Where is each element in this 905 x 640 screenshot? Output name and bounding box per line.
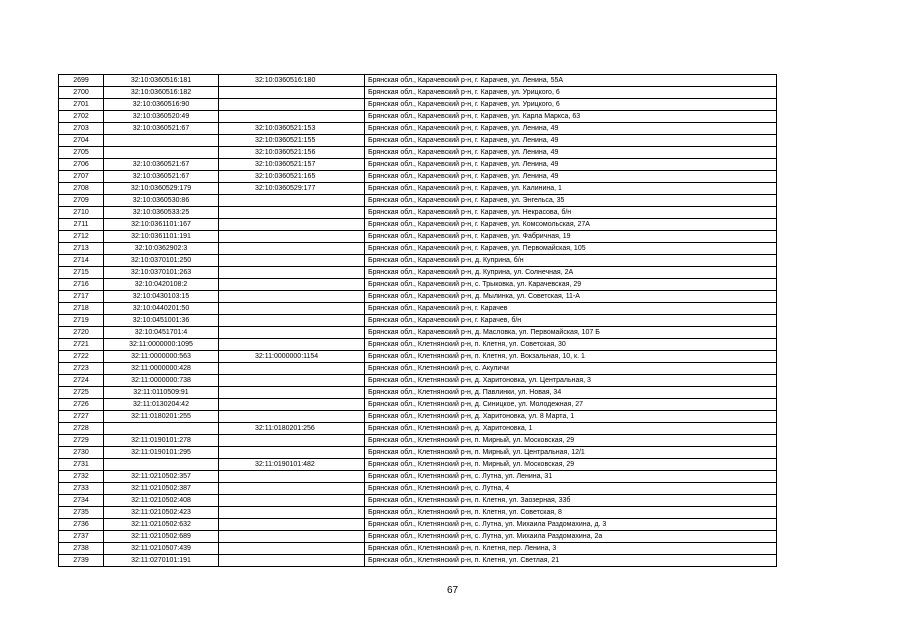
address-cell: Брянская обл., Клетнянский р-н, п. Мирный, ул. Московская, 29 — [365, 459, 777, 471]
address-cell: Брянская обл., Карачевский р-н, г. Карачев, ул. Ленина, 49 — [365, 147, 777, 159]
row-number-cell: 2736 — [59, 519, 104, 531]
table-row — [59, 423, 777, 435]
address-cell: Брянская обл., Карачевский р-н, г. Карачев, ул. Ленина, 49 — [365, 123, 777, 135]
cadastral-number-cell: 32:10:0360521:67 — [104, 159, 219, 171]
cadastral-number-cell: 32:10:0361101:167 — [104, 219, 219, 231]
related-cadastral-number-cell — [219, 231, 365, 243]
table-row — [59, 135, 777, 147]
registry-table-body — [59, 75, 777, 567]
related-cadastral-number-cell: 32:10:0360521:157 — [219, 159, 365, 171]
address-cell: Брянская обл., Клетнянский р-н, с. Лутна, ул. Ленина, 31 — [365, 471, 777, 483]
table-row — [59, 267, 777, 279]
table-row — [59, 243, 777, 255]
table-row — [59, 111, 777, 123]
address-cell: Брянская обл., Карачевский р-н, г. Карачев, ул. Комсомольская, 27А — [365, 219, 777, 231]
address-cell: Брянская обл., Клетнянский р-н, с. Лутна, 4 — [365, 483, 777, 495]
related-cadastral-number-cell — [219, 387, 365, 399]
cadastral-number-cell: 32:11:0190101:295 — [104, 447, 219, 459]
related-cadastral-number-cell — [219, 267, 365, 279]
related-cadastral-number-cell — [219, 375, 365, 387]
address-cell: Брянская обл., Карачевский р-н, г. Карачев, ул. Ленина, 49 — [365, 135, 777, 147]
related-cadastral-number-cell: 32:11:0190101:482 — [219, 459, 365, 471]
table-row — [59, 75, 777, 87]
table-row — [59, 351, 777, 363]
cadastral-number-cell: 32:10:0370101:250 — [104, 255, 219, 267]
cadastral-number-cell: 32:11:0270101:191 — [104, 555, 219, 567]
table-row — [59, 195, 777, 207]
table-row — [59, 507, 777, 519]
address-cell: Брянская обл., Клетнянский р-н, п. Клетня, ул. Светлая, 21 — [365, 555, 777, 567]
cadastral-number-cell: 32:11:0000000:563 — [104, 351, 219, 363]
table-row — [59, 315, 777, 327]
address-cell: Брянская обл., Карачевский р-н, г. Карачев, ул. Первомайская, 105 — [365, 243, 777, 255]
row-number-cell: 2702 — [59, 111, 104, 123]
cadastral-number-cell: 32:11:0000000:428 — [104, 363, 219, 375]
row-number-cell: 2699 — [59, 75, 104, 87]
cadastral-number-cell: 32:11:0210502:423 — [104, 507, 219, 519]
page-number: 67 — [446, 585, 459, 596]
address-cell: Брянская обл., Карачевский р-н, г. Карачев — [365, 303, 777, 315]
cadastral-number-cell: 32:10:0360530:86 — [104, 195, 219, 207]
related-cadastral-number-cell — [219, 543, 365, 555]
cadastral-number-cell: 32:10:0361101:191 — [104, 231, 219, 243]
row-number-cell: 2728 — [59, 423, 104, 435]
row-number-cell: 2705 — [59, 147, 104, 159]
row-number-cell: 2701 — [59, 99, 104, 111]
cadastral-number-cell: 32:10:0430103:15 — [104, 291, 219, 303]
cadastral-number-cell: 32:10:0360516:181 — [104, 75, 219, 87]
row-number-cell: 2738 — [59, 543, 104, 555]
cadastral-number-cell: 32:10:0451701:4 — [104, 327, 219, 339]
cadastral-number-cell: 32:11:0110509:91 — [104, 387, 219, 399]
table-row — [59, 399, 777, 411]
related-cadastral-number-cell: 32:10:0360516:180 — [219, 75, 365, 87]
cadastral-number-cell: 32:11:0210502:357 — [104, 471, 219, 483]
cadastral-number-cell: 32:10:0360529:179 — [104, 183, 219, 195]
address-cell: Брянская обл., Карачевский р-н, г. Карачев, ул. Ленина, 49 — [365, 159, 777, 171]
related-cadastral-number-cell — [219, 111, 365, 123]
related-cadastral-number-cell — [219, 303, 365, 315]
cadastral-number-cell: 32:11:0000000:1095 — [104, 339, 219, 351]
related-cadastral-number-cell — [219, 399, 365, 411]
row-number-cell: 2718 — [59, 303, 104, 315]
table-row — [59, 171, 777, 183]
row-number-cell: 2724 — [59, 375, 104, 387]
row-number-cell: 2714 — [59, 255, 104, 267]
address-cell: Брянская обл., Клетнянский р-н, п. Клетня, ул. Советская, 30 — [365, 339, 777, 351]
related-cadastral-number-cell: 32:10:0360521:165 — [219, 171, 365, 183]
row-number-cell: 2733 — [59, 483, 104, 495]
row-number-cell: 2725 — [59, 387, 104, 399]
table-row — [59, 447, 777, 459]
row-number-cell: 2729 — [59, 435, 104, 447]
table-row — [59, 87, 777, 99]
table-row — [59, 255, 777, 267]
row-number-cell: 2722 — [59, 351, 104, 363]
address-cell: Брянская обл., Карачевский р-н, г. Карачев, ул. Ленина, 49 — [365, 171, 777, 183]
cadastral-number-cell: 32:10:0360521:67 — [104, 171, 219, 183]
related-cadastral-number-cell — [219, 291, 365, 303]
table-row — [59, 159, 777, 171]
address-cell: Брянская обл., Карачевский р-н, г. Карачев, ул. Фабричная, 19 — [365, 231, 777, 243]
related-cadastral-number-cell — [219, 207, 365, 219]
row-number-cell: 2712 — [59, 231, 104, 243]
row-number-cell: 2721 — [59, 339, 104, 351]
row-number-cell: 2713 — [59, 243, 104, 255]
address-cell: Брянская обл., Карачевский р-н, г. Карачев, б/н — [365, 315, 777, 327]
cadastral-number-cell: 32:10:0362902:3 — [104, 243, 219, 255]
row-number-cell: 2700 — [59, 87, 104, 99]
related-cadastral-number-cell — [219, 519, 365, 531]
row-number-cell: 2704 — [59, 135, 104, 147]
related-cadastral-number-cell — [219, 195, 365, 207]
related-cadastral-number-cell — [219, 363, 365, 375]
cadastral-number-cell: 32:11:0180201:255 — [104, 411, 219, 423]
address-cell: Брянская обл., Карачевский р-н, д. Масловка, ул. Первомайская, 107 Б — [365, 327, 777, 339]
cadastral-number-cell: 32:11:0190101:278 — [104, 435, 219, 447]
row-number-cell: 2715 — [59, 267, 104, 279]
related-cadastral-number-cell — [219, 255, 365, 267]
table-row — [59, 531, 777, 543]
address-cell: Брянская обл., Карачевский р-н, г. Карачев, ул. Урицкого, 6 — [365, 99, 777, 111]
related-cadastral-number-cell: 32:10:0360521:155 — [219, 135, 365, 147]
row-number-cell: 2732 — [59, 471, 104, 483]
address-cell: Брянская обл., Клетнянский р-н, п. Клетня, ул. Вокзальная, 10, к. 1 — [365, 351, 777, 363]
row-number-cell: 2719 — [59, 315, 104, 327]
table-row — [59, 411, 777, 423]
cadastral-number-cell: 32:10:0360521:67 — [104, 123, 219, 135]
row-number-cell: 2716 — [59, 279, 104, 291]
cadastral-number-cell: 32:11:0210502:689 — [104, 531, 219, 543]
related-cadastral-number-cell — [219, 507, 365, 519]
related-cadastral-number-cell: 32:10:0360529:177 — [219, 183, 365, 195]
related-cadastral-number-cell — [219, 243, 365, 255]
related-cadastral-number-cell — [219, 99, 365, 111]
address-cell: Брянская обл., Карачевский р-н, г. Карачев, ул. Некрасова, б/н — [365, 207, 777, 219]
related-cadastral-number-cell — [219, 483, 365, 495]
table-row — [59, 123, 777, 135]
row-number-cell: 2723 — [59, 363, 104, 375]
address-cell: Брянская обл., Карачевский р-н, с. Трыковка, ул. Карачевская, 29 — [365, 279, 777, 291]
cadastral-number-cell: 32:10:0440201:50 — [104, 303, 219, 315]
cadastral-number-cell: 32:10:0370101:263 — [104, 267, 219, 279]
row-number-cell: 2710 — [59, 207, 104, 219]
related-cadastral-number-cell — [219, 447, 365, 459]
related-cadastral-number-cell — [219, 471, 365, 483]
related-cadastral-number-cell: 32:11:0180201:256 — [219, 423, 365, 435]
table-row — [59, 303, 777, 315]
table-row — [59, 483, 777, 495]
table-row — [59, 387, 777, 399]
table-row — [59, 471, 777, 483]
address-cell: Брянская обл., Карачевский р-н, д. Куприна, б/н — [365, 255, 777, 267]
row-number-cell: 2727 — [59, 411, 104, 423]
related-cadastral-number-cell — [219, 531, 365, 543]
table-row — [59, 435, 777, 447]
related-cadastral-number-cell — [219, 495, 365, 507]
address-cell: Брянская обл., Карачевский р-н, д. Мылинка, ул. Советская, 11-А — [365, 291, 777, 303]
row-number-cell: 2726 — [59, 399, 104, 411]
table-row — [59, 495, 777, 507]
address-cell: Брянская обл., Клетнянский р-н, с. Акуличи — [365, 363, 777, 375]
cadastral-number-cell: 32:10:0420108:2 — [104, 279, 219, 291]
related-cadastral-number-cell — [219, 327, 365, 339]
address-cell: Брянская обл., Клетнянский р-н, с. Лутна, ул. Михаила Раздомахина, д. 3 — [365, 519, 777, 531]
related-cadastral-number-cell — [219, 87, 365, 99]
cadastral-number-cell: 32:10:0360533:25 — [104, 207, 219, 219]
address-cell: Брянская обл., Карачевский р-н, д. Куприна, ул. Солнечная, 2А — [365, 267, 777, 279]
address-cell: Брянская обл., Клетнянский р-н, д. Синицкое, ул. Молодежная, 27 — [365, 399, 777, 411]
cadastral-number-cell: 32:10:0451001:36 — [104, 315, 219, 327]
address-cell: Брянская обл., Клетнянский р-н, п. Клетня, ул. Заозерная, 33б — [365, 495, 777, 507]
table-row — [59, 219, 777, 231]
row-number-cell: 2707 — [59, 171, 104, 183]
table-row — [59, 231, 777, 243]
table-row — [59, 327, 777, 339]
address-cell: Брянская обл., Клетнянский р-н, д. Харитоновка, 1 — [365, 423, 777, 435]
row-number-cell: 2734 — [59, 495, 104, 507]
row-number-cell: 2706 — [59, 159, 104, 171]
related-cadastral-number-cell — [219, 339, 365, 351]
address-cell: Брянская обл., Карачевский р-н, г. Карачев, ул. Урицкого, 6 — [365, 87, 777, 99]
address-cell: Брянская обл., Карачевский р-н, г. Карачев, ул. Карла Маркса, 63 — [365, 111, 777, 123]
cadastral-number-cell — [104, 459, 219, 471]
row-number-cell: 2711 — [59, 219, 104, 231]
row-number-cell: 2717 — [59, 291, 104, 303]
related-cadastral-number-cell — [219, 435, 365, 447]
related-cadastral-number-cell: 32:10:0360521:153 — [219, 123, 365, 135]
address-cell: Брянская обл., Клетнянский р-н, с. Лутна, ул. Михаила Раздомахина, 2а — [365, 531, 777, 543]
registry-table — [58, 74, 777, 567]
table-row — [59, 375, 777, 387]
related-cadastral-number-cell — [219, 219, 365, 231]
address-cell: Брянская обл., Клетнянский р-н, п. Мирный, ул. Центральная, 12/1 — [365, 447, 777, 459]
cadastral-number-cell: 32:11:0130204:42 — [104, 399, 219, 411]
row-number-cell: 2737 — [59, 531, 104, 543]
cadastral-number-cell: 32:11:0210502:632 — [104, 519, 219, 531]
address-cell: Брянская обл., Клетнянский р-н, п. Мирный, ул. Московская, 29 — [365, 435, 777, 447]
cadastral-number-cell: 32:11:0210502:408 — [104, 495, 219, 507]
table-row — [59, 207, 777, 219]
related-cadastral-number-cell — [219, 555, 365, 567]
table-row — [59, 459, 777, 471]
row-number-cell: 2720 — [59, 327, 104, 339]
cadastral-number-cell: 32:11:0000000:738 — [104, 375, 219, 387]
cadastral-number-cell — [104, 135, 219, 147]
address-cell: Брянская обл., Клетнянский р-н, д. Харитоновка, ул. Центральная, 3 — [365, 375, 777, 387]
cadastral-number-cell — [104, 147, 219, 159]
table-row — [59, 519, 777, 531]
table-row — [59, 363, 777, 375]
related-cadastral-number-cell — [219, 315, 365, 327]
row-number-cell: 2735 — [59, 507, 104, 519]
table-row — [59, 555, 777, 567]
address-cell: Брянская обл., Клетнянский р-н, п. Клетня, пер. Ленина, 3 — [365, 543, 777, 555]
related-cadastral-number-cell — [219, 411, 365, 423]
cadastral-number-cell: 32:11:0210502:387 — [104, 483, 219, 495]
cadastral-number-cell — [104, 423, 219, 435]
row-number-cell: 2709 — [59, 195, 104, 207]
cadastral-number-cell: 32:10:0360516:90 — [104, 99, 219, 111]
cadastral-number-cell: 32:10:0360516:182 — [104, 87, 219, 99]
row-number-cell: 2739 — [59, 555, 104, 567]
address-cell: Брянская обл., Карачевский р-н, г. Карачев, ул. Энгельса, 35 — [365, 195, 777, 207]
address-cell: Брянская обл., Клетнянский р-н, д. Павлинки, ул. Новая, 34 — [365, 387, 777, 399]
cadastral-number-cell: 32:10:0360520:49 — [104, 111, 219, 123]
table-row — [59, 147, 777, 159]
table-row — [59, 99, 777, 111]
cadastral-number-cell: 32:11:0210507:439 — [104, 543, 219, 555]
row-number-cell: 2703 — [59, 123, 104, 135]
row-number-cell: 2730 — [59, 447, 104, 459]
table-row — [59, 339, 777, 351]
table-row — [59, 543, 777, 555]
address-cell: Брянская обл., Карачевский р-н, г. Карачев, ул. Ленина, 55А — [365, 75, 777, 87]
related-cadastral-number-cell — [219, 279, 365, 291]
row-number-cell: 2731 — [59, 459, 104, 471]
table-row — [59, 183, 777, 195]
table-row — [59, 291, 777, 303]
address-cell: Брянская обл., Клетнянский р-н, д. Харитоновка, ул. 8 Марта, 1 — [365, 411, 777, 423]
related-cadastral-number-cell: 32:11:0000000:1154 — [219, 351, 365, 363]
address-cell: Брянская обл., Карачевский р-н, г. Карачев, ул. Калинина, 1 — [365, 183, 777, 195]
table-row — [59, 279, 777, 291]
row-number-cell: 2708 — [59, 183, 104, 195]
address-cell: Брянская обл., Клетнянский р-н, п. Клетня, ул. Советская, 8 — [365, 507, 777, 519]
related-cadastral-number-cell: 32:10:0360521:156 — [219, 147, 365, 159]
